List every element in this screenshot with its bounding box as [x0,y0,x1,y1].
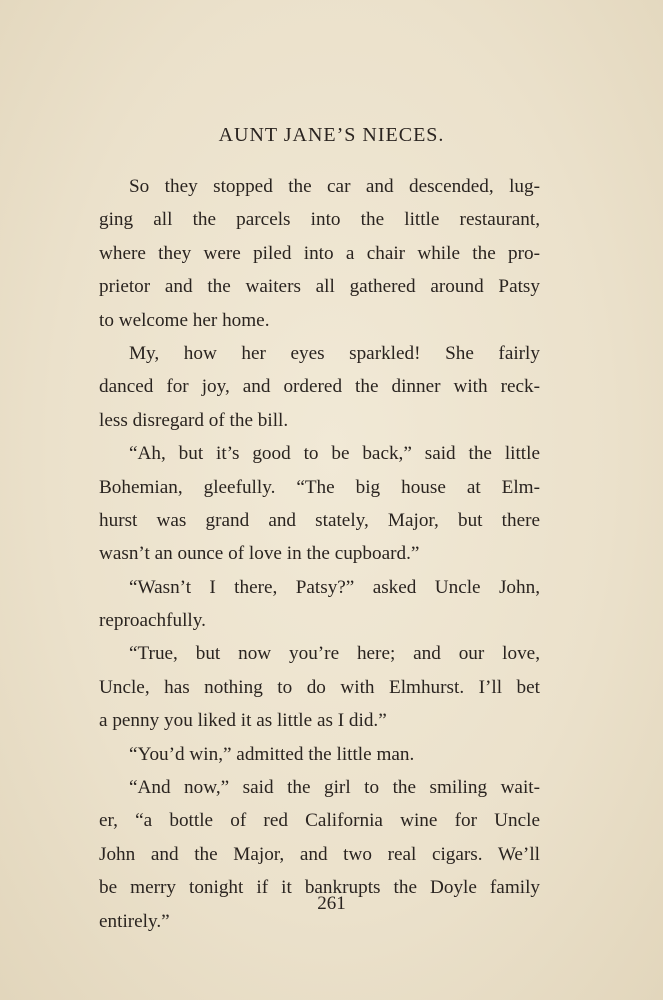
text-line: John and the Major, and two real cigars. We’ll [99,843,540,865]
paragraph [99,337,540,437]
text-line: a penny you liked it as little as I did.” [99,710,387,732]
text-line: So they stopped the car and descended, lug- [129,176,540,197]
text-line: “Wasn’t I there, Patsy?” asked Uncle John, [129,576,540,598]
text-line: hurst was grand and stately, Major, but there [99,509,540,531]
text-line: entirely.” [99,910,170,932]
text-line: danced for joy, and ordered the dinner with reck- [99,376,540,398]
text-line: “True, but now you’re here; and our love, [129,643,540,665]
text-line: wasn’t an ounce of love in the cupboard.” [99,543,420,565]
body-text [99,170,540,938]
text-line: My, how her eyes sparkled! She fairly [129,342,540,364]
text-line: “You’d win,” admitted the little man. [129,743,415,765]
page-number: 261 [317,893,346,914]
paragraph [99,170,540,337]
text-line: reproachfully. [99,610,206,632]
text-line: “And now,” said the girl to the smiling wait- [129,777,540,799]
text-line: where they were piled into a chair while the pro- [99,242,540,264]
paragraph [99,571,540,638]
text-line: to welcome her home. [99,309,270,331]
text-line: “Ah, but it’s good to be back,” said the little [129,443,540,465]
text-line: less disregard of the bill. [99,409,289,431]
text-line: Bohemian, gleefully. “The big house at Elm- [99,476,540,498]
running-header: AUNT JANE’S NIECES. [218,124,445,146]
paragraph [99,637,540,737]
text-line: ging all the parcels into the little restaurant, [99,209,540,231]
text-line: prietor and the waiters all gathered around Patsy [99,276,540,298]
text-line: er, “a bottle of red California wine for Uncle [99,810,540,832]
paragraph [99,437,540,571]
paragraph [99,738,540,771]
text-line: be merry tonight if it bankrupts the Doyle family [99,877,540,899]
text-line: Uncle, has nothing to do with Elmhurst. I’ll bet [99,676,540,698]
